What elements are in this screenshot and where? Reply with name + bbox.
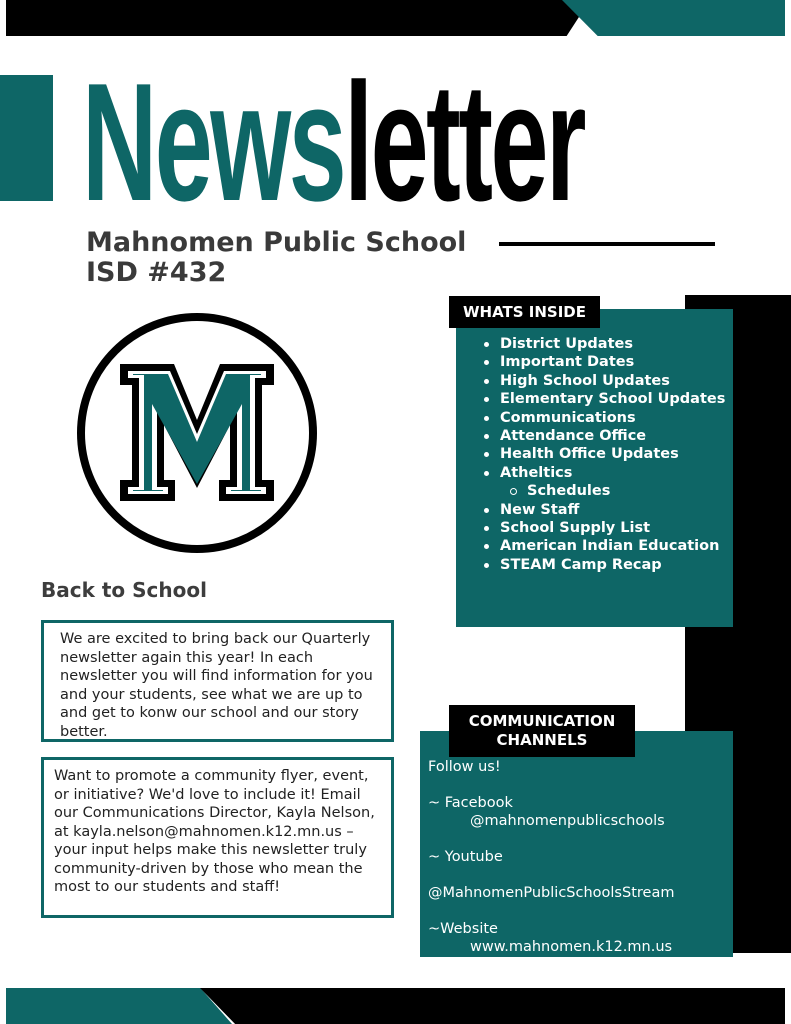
school-logo: [76, 312, 318, 554]
communication-text: [428, 758, 728, 956]
website-label: ~Website: [428, 921, 498, 937]
school-name-line2: ISD #432: [86, 257, 227, 288]
list-subitem: Schedules: [466, 482, 731, 500]
title-part-letter: letter: [344, 48, 585, 236]
youtube-handle-link[interactable]: @MahnomenPublicSchoolsStream: [428, 885, 675, 901]
list-item: Attendance Office: [466, 427, 731, 445]
list-item: Health Office Updates: [466, 445, 731, 463]
whats-inside-label: WHATS INSIDE: [449, 296, 600, 328]
divider-line: [499, 242, 715, 246]
facebook-label: ~ Facebook: [428, 795, 513, 811]
list-item: STEAM Camp Recap: [466, 556, 731, 574]
back-to-school-heading: Back to School: [41, 578, 207, 602]
top-black-bar: [6, 0, 590, 36]
intro-paragraph: We are excited to bring back our Quarterly newsletter again this year! In each newsletter you will find information for you and your students, see what we are up to and get to konw our school and our story better.: [60, 631, 373, 740]
bottom-black-bar: [200, 988, 785, 1024]
list-item: Communications: [466, 409, 731, 427]
newsletter-title: [82, 48, 585, 236]
left-accent-block: [0, 75, 53, 201]
list-item: New Staff: [466, 501, 731, 519]
list-item: High School Updates: [466, 372, 731, 390]
top-teal-bar: [562, 0, 785, 36]
whats-inside-list: [466, 335, 731, 574]
contribute-paragraph: Want to promote a community flyer, event, or initiative? We'd love to include it! Email our Communications Director, Kayla Nelson, at kayla.nelson@mahnomen.k12.mn.us – your input helps make this newsletter truly community-driven by those who mean the most to our students and staff!: [54, 768, 375, 895]
list-item: American Indian Education: [466, 537, 731, 555]
list-item: District Updates: [466, 335, 731, 353]
facebook-handle-link[interactable]: @mahnomenpublicschools: [470, 813, 665, 829]
follow-us-text: Follow us!: [428, 759, 501, 775]
intro-box: [41, 620, 394, 742]
list-item: Atheltics: [466, 464, 731, 482]
contribute-box: [41, 757, 394, 918]
list-item: Elementary School Updates: [466, 390, 731, 408]
communication-label: COMMUNICATION CHANNELS: [449, 705, 635, 757]
bottom-teal-bar: [6, 988, 232, 1024]
list-item: Important Dates: [466, 353, 731, 371]
title-part-news: News: [82, 48, 345, 236]
youtube-label: ~ Youtube: [428, 849, 503, 865]
list-item: School Supply List: [466, 519, 731, 537]
school-name-line1: Mahnomen Public School: [86, 227, 467, 258]
school-name: [86, 228, 506, 288]
website-link[interactable]: www.mahnomen.k12.mn.us: [470, 939, 673, 955]
